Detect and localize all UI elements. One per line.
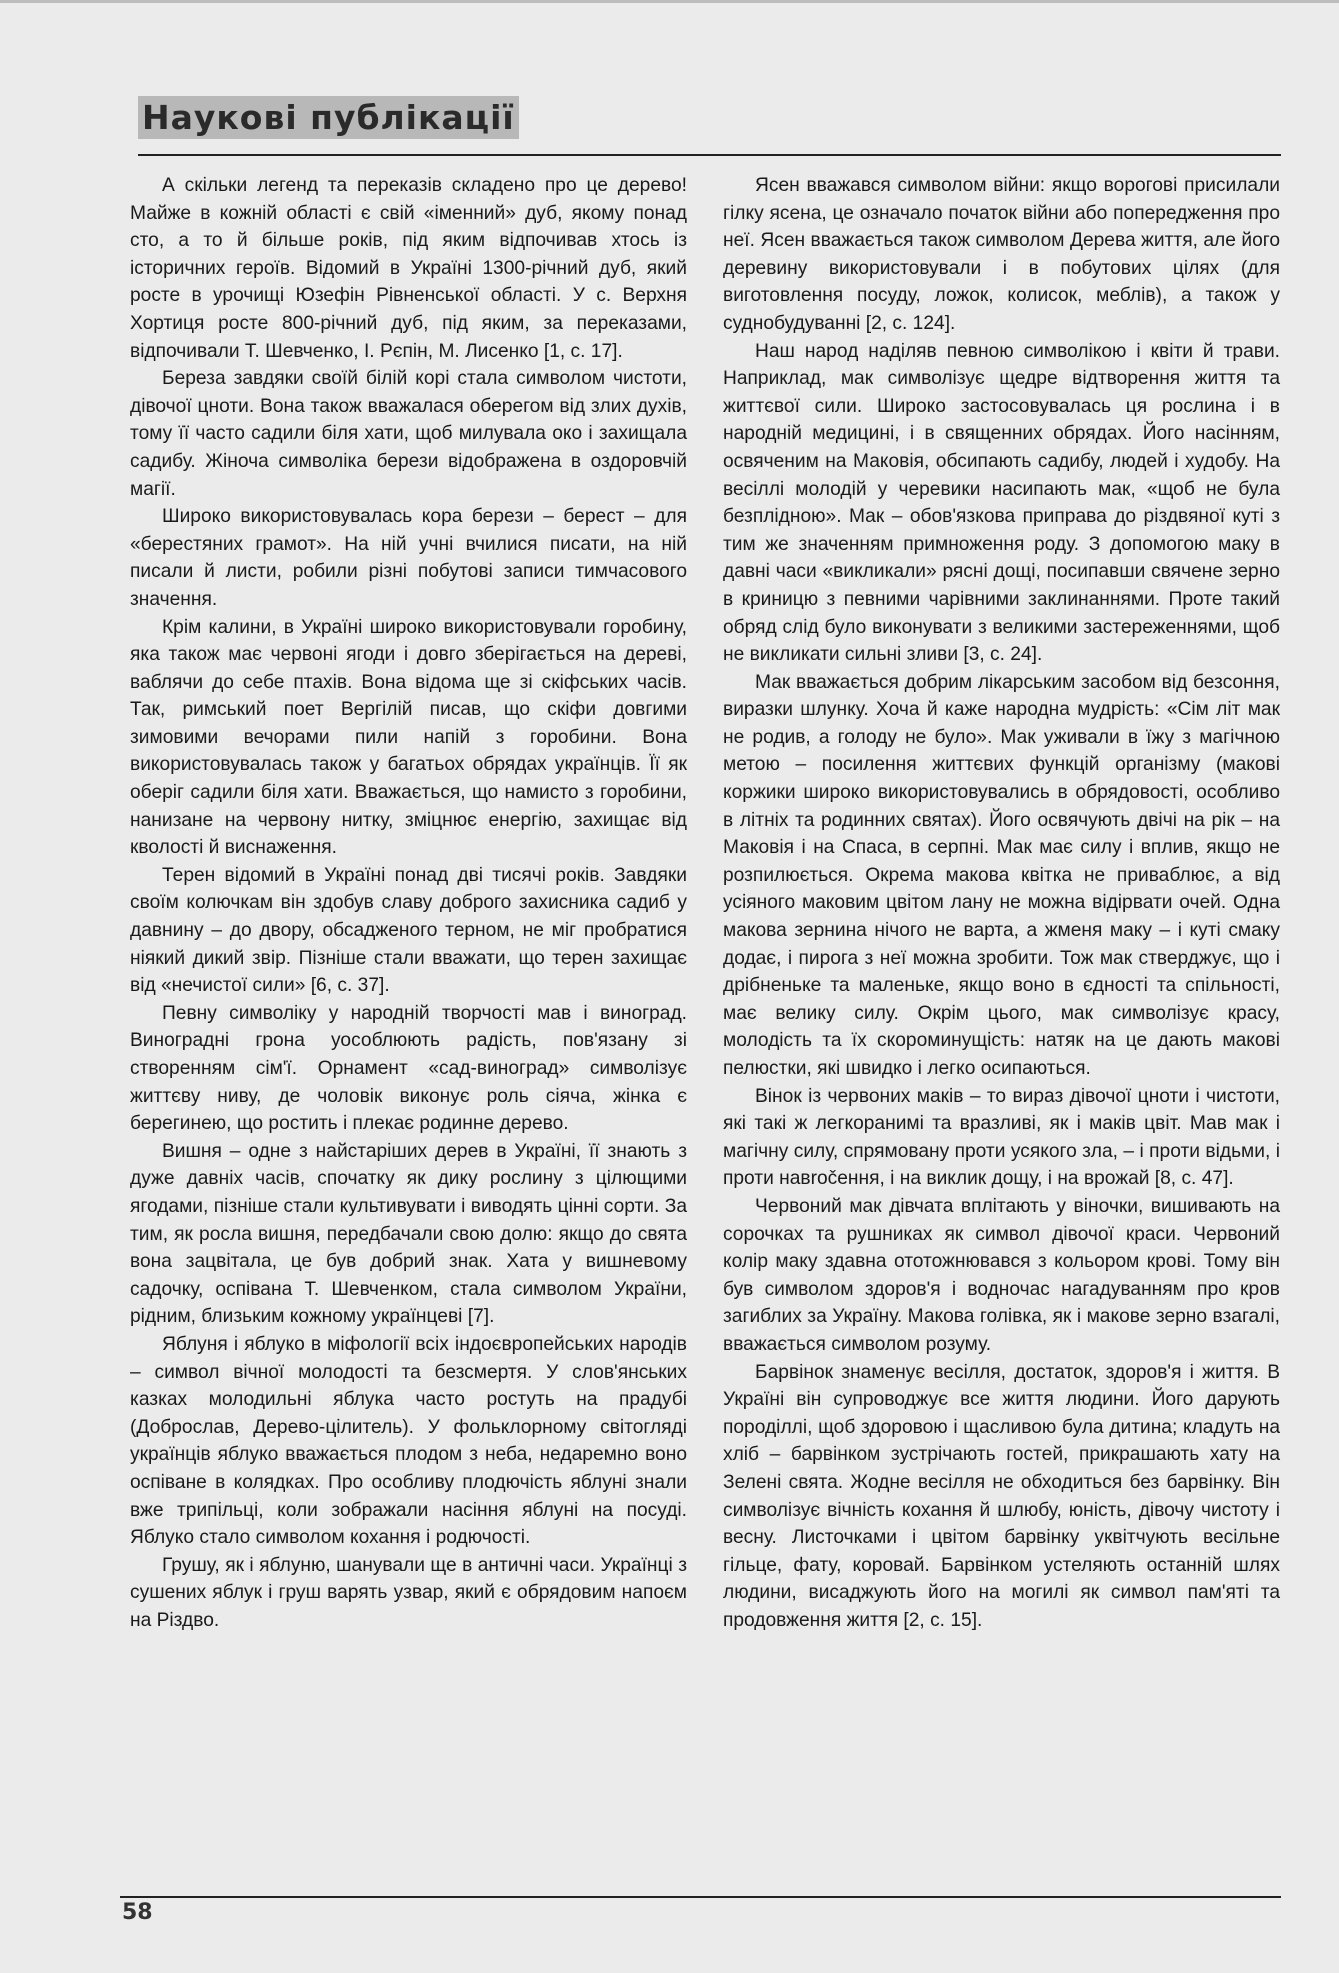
paragraph: Терен відомий в Україні понад дві тисячі років. Завдяки своїм колючкам він здобув славу доброго захисника садиб у давнину – до двору, обсадженого терном, не міг пробратися ніякий дикий звір. Пізніше стали вважати, що терен захищає від «нечистої сили» [6, с. 37]. — [130, 864, 687, 997]
paragraph: Певну символіку у народній творчості мав і виноград. Виноградні грона уособлюють радість, пов'язану зі створенням сім'ї. Орнамент «сад-виноград» символізує життєву ниву, де чоловік виконує роль сіяча, жінка є берегинею, що ростить і плекає родинне дерево. — [130, 1002, 687, 1135]
top-edge-rule — [0, 0, 1339, 3]
paragraph: Червоний мак дівчата вплітають у віночки, вишивають на сорочках та рушниках як символ дівочої краси. Червоний колір маку здавна ототожнювався з кольором крові. Тому він був символом здоров'я і водночас нагадуванням про кров загиблих за Україну. Макова голівка, як і макове зерно взагалі, вважається символом розуму. — [723, 1195, 1280, 1355]
footer-divider — [120, 1896, 1281, 1898]
page-header — [138, 96, 519, 139]
paragraph: Береза завдяки своїй білій корі стала символом чистоти, дівочої цноти. Вона також вважалася оберегом від злих духів, тому її часто садили біля хати, щоб милувала око і захищала садибу. Жіноча символіка берези відображена в оздоровчій магії. — [130, 368, 687, 500]
right-column — [723, 172, 1280, 1812]
paragraph: Широко використовувалась кора берези – берест – для «берестяних грамот». На ній учні вчилися писати, на ній писали й листи, робили різні побутові записи тимчасового значення. — [130, 506, 687, 610]
paragraph: Грушу, як і яблуню, шанували ще в античні часи. Українці з сушених яблук і груш варять узвар, який є обрядовим напоєм на Різдво. — [130, 1554, 687, 1631]
header-divider — [138, 154, 1281, 156]
paragraph: Наш народ наділяв певною символікою і квіти й трави. Наприклад, мак символізує щедре відтворення життя та життєвої сили. Широко застосовувалась ця рослина і в народній медицині, і в священних обрядах. Його насінням, освяченим на Маковія, обсипають садибу, людей і худобу. На весіллі молодій у черевики насипають мак, «щоб не була безплідною». Мак – обов'язкова приправа до різдвяної куті з тим же значенням примноження роду. З допомогою маку в давні часи «викликали» рясні дощі, посипавши свячене зерно в криницю з певними чарівними заклинаннями. Проте такий обряд слід було виконувати з великими застереженнями, щоб не викликати сильні зливи [3, с. 24]. — [723, 340, 1280, 666]
article-body — [130, 172, 1280, 1812]
paragraph: Мак вважається добрим лікарським засобом від безсоння, виразки шлунку. Хоча й каже народна мудрість: «Сім літ мак не родив, а голоду не було». Мак уживали в їжу з магічною метою – посилення життєвих функцій організму (макові коржики широко використовувались в обрядовості, особливо в літніх та родинних святах). Його освячують двічі на рік – на Маковія і на Спаса, в серпні. Мак має силу і вплив, якщо не розпилюється. Окрема макова квітка не приваблює, а від усіяного маковим цвітом лану не можна відірвати очей. Одна макова зернина нічого не варта, а жменя маку – і куті смаку додає, і пирога з неї можна зробити. Тож мак стверджує, що і дрібненьке та маленьке, якщо воно в єдності та спільності, має велику силу. Окрім цього, мак символізує красу, молодість та їх скороминущість: натяк на це дають макові пелюстки, які швидко і легко осипаються. — [723, 671, 1280, 1079]
paragraph: Ясен вважався символом війни: якщо ворогові присилали гілку ясена, це означало початок війни або попередження про неї. Ясен вважається також символом Дерева життя, але його деревину використовували і в побутових цілях (для виготовлення посуду, ложок, колисок, меблів), а також у суднобудуванні [2, с. 124]. — [723, 175, 1280, 334]
paragraph: Вінок із червоних маків – то вираз дівочої цноти і чистоти, які такі ж легкоранимі та вразливі, як і маків цвіт. Мав мак і магічну силу, спрямовану проти усякого зла, – і проти відьми, і проти навročення, і на виклик дощу, і на врожай [8, с. 47]. — [723, 1085, 1280, 1190]
page-number: 58 — [122, 1900, 153, 1925]
paragraph: Барвінок знаменує весілля, достаток, здоров'я і життя. В Україні він супроводжує все життя людини. Його дарують породіллі, щоб здоровою і щасливою була дитина; кладуть на хліб – барвінком зустрічають гостей, прикрашають хату на Зелені свята. Жодне весілля не обходиться без барвінку. Він символізує вічність кохання й шлюбу, юність, дівочу чистоту і весну. Листочками і цвітом барвінку уквітчують весільне гільце, фату, коровай. Барвінком устеляють останній шлях людини, висаджують його на могилі як символ пам'яті та продовження життя [2, с. 15]. — [723, 1361, 1280, 1631]
left-column — [130, 172, 687, 1812]
paragraph: Вишня – одне з найстаріших дерев в Україні, її знають з дуже давніх часів, спочатку як дику рослину з цілющими ягодами, пізніше стали культивувати і виводять цінні сорти. За тим, як росла вишня, передбачали свою долю: якщо до свята вона зацвітала, це був добрий знак. Хата у вишневому садочку, оспівана Т. Шевченком, стала символом України, рідним, близьким кожному українцеві [7]. — [130, 1140, 687, 1328]
paragraph: Яблуня і яблуко в міфології всіх індоєвропейських народів – символ вічної молодості та безсмертя. У слов'янських казках молодильні яблука часто ростуть на прадубі (Доброслав, Дерево-цілитель). У фольклорному світогляді українців яблуко вважається плодом з неба, недаремно воно оспіване в колядках. Про особливу плодючість яблуні знали вже трипільці, коли зображали насіння яблуні на посуді. Яблуко стало символом кохання і родючості. — [130, 1333, 687, 1549]
paragraph: А скільки легенд та переказів складено про це дерево! Майже в кожній області є свій «іменний» дуб, якому понад сто, а то й більше років, під яким відпочивав хтось із історичних героїв. Відомий в Україні 1300-річний дуб, який росте в урочищі Юзефін Рівненської області. У с. Верхня Хортиця росте 800-річний дуб, під яким, за переказами, відпочивали Т. Шевченко, І. Рєпін, М. Лисенко [1, с. 17]. — [130, 175, 687, 362]
section-title: Наукові публікації — [138, 96, 519, 139]
paragraph: Крім калини, в Україні широко використовували горобину, яка також має червоні ягоди і довго зберігається на дереві, ваблячи до себе птахів. Вона відома ще зі скіфських часів. Так, римський поет Вергілій писав, що скіфи довгими зимовими вечорами пили напій з горобини. Вона використовувалась також у багатьох обрядах українців. Її як оберіг садили біля хати. Вважається, що намисто з горобини, нанизане на червону нитку, зміцнює енергію, захищає від кволості й виснаження. — [130, 616, 687, 859]
